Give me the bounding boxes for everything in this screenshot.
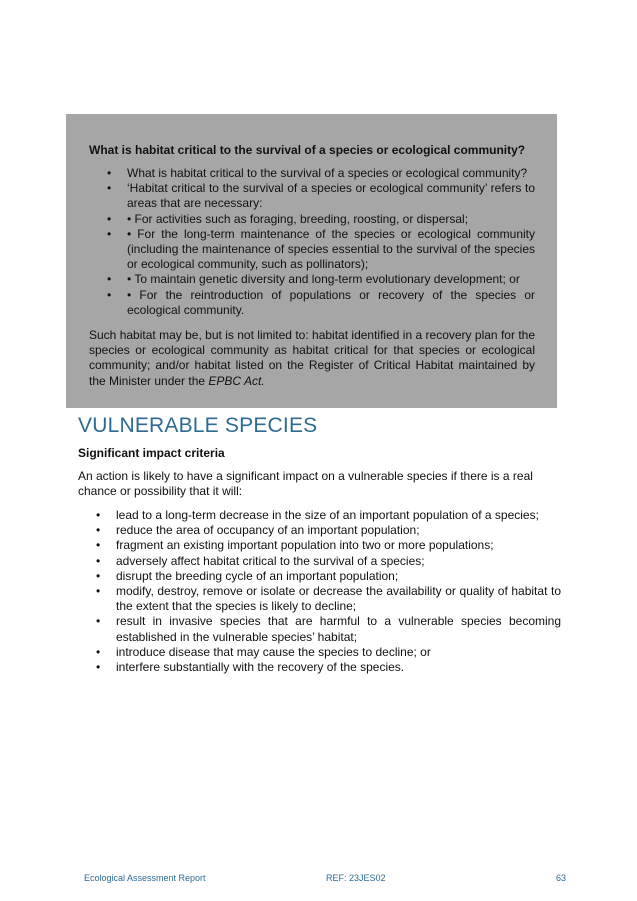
list-item: • disrupt the breeding cycle of an important population; — [96, 568, 399, 583]
list-item: • result in invasive species that are harmful to a vulnerable species becoming established in the vulnerable species’ habitat; — [96, 614, 561, 644]
critical-habitat-box — [66, 114, 557, 408]
bullet-glyph: • — [96, 568, 101, 583]
bullet-glyph: • — [96, 553, 101, 568]
bullet-glyph: • — [107, 226, 112, 241]
bullet-glyph: • — [107, 166, 112, 180]
list-item: • fragment an existing important population into two or more populations; — [96, 538, 494, 553]
act-name: EPBC Act. — [208, 373, 265, 388]
list-item: • interfere substantially with the recovery of the species. — [96, 660, 405, 675]
bullet-glyph: • — [96, 660, 101, 675]
bullet-glyph: • — [107, 181, 112, 196]
box-title: What is habitat critical to the survival of a species or ecological community? — [89, 143, 526, 157]
bullet-glyph: • — [107, 211, 112, 226]
footer-reference: REF: 23JES02 — [326, 873, 386, 883]
box-paragraph: Such habitat may be, but is not limited to: habitat identified in a recovery plan for the species or ecological community as habitat critical for that species or ecological community; and/or habitat listed on the Register of Critical Habitat maintained by the Minister under the EPBC Act. — [89, 328, 535, 388]
list-item: • • To maintain genetic diversity and long-term evolutionary development; or — [107, 272, 520, 287]
sub-heading: Significant impact criteria — [78, 446, 225, 460]
bullet-glyph: • — [96, 584, 101, 599]
bullet-glyph: • — [96, 614, 101, 629]
list-item: • • For the reintroduction of populations or recovery of the species or ecological community. — [107, 287, 535, 317]
list-item: • reduce the area of occupancy of an important population; — [96, 523, 420, 538]
list-item: • • For the long-term maintenance of the species or ecological community (including the maintenance of species essential to the survival of the species or ecological community, such as pollinators); — [107, 226, 535, 272]
list-item: • • For activities such as foraging, breeding, roosting, or dispersal; — [107, 211, 469, 226]
list-item: • introduce disease that may cause the species to decline; or — [96, 644, 431, 659]
intro-paragraph: An action is likely to have a significant impact on a vulnerable species if there is a real chance or possibility that it will: — [78, 469, 533, 499]
list-item: • lead to a long-term decrease in the size of an important population of a species; — [96, 508, 539, 522]
page-number: 63 — [556, 873, 567, 883]
footer-report-title: Ecological Assessment Report — [84, 873, 206, 883]
bullet-glyph: • — [96, 508, 101, 522]
bullet-glyph: • — [96, 538, 101, 553]
box-bullet-list — [89, 166, 535, 318]
bullet-glyph: • — [96, 644, 101, 659]
list-item: • What is habitat critical to the survival of a species or ecological community? — [107, 166, 528, 180]
list-item: • adversely affect habitat critical to the survival of a species; — [96, 553, 425, 568]
list-item: • ‘Habitat critical to the survival of a species or ecological community’ refers to areas that are necessary: — [107, 181, 535, 211]
list-item: • modify, destroy, remove or isolate or decrease the availability or quality of habitat to the extent that the species is likely to decline; — [96, 584, 561, 614]
section-heading: VULNERABLE SPECIES — [78, 414, 318, 437]
bullet-glyph: • — [107, 272, 112, 287]
bullet-glyph: • — [107, 287, 112, 302]
impact-criteria-list — [78, 508, 561, 675]
bullet-glyph: • — [96, 523, 101, 538]
